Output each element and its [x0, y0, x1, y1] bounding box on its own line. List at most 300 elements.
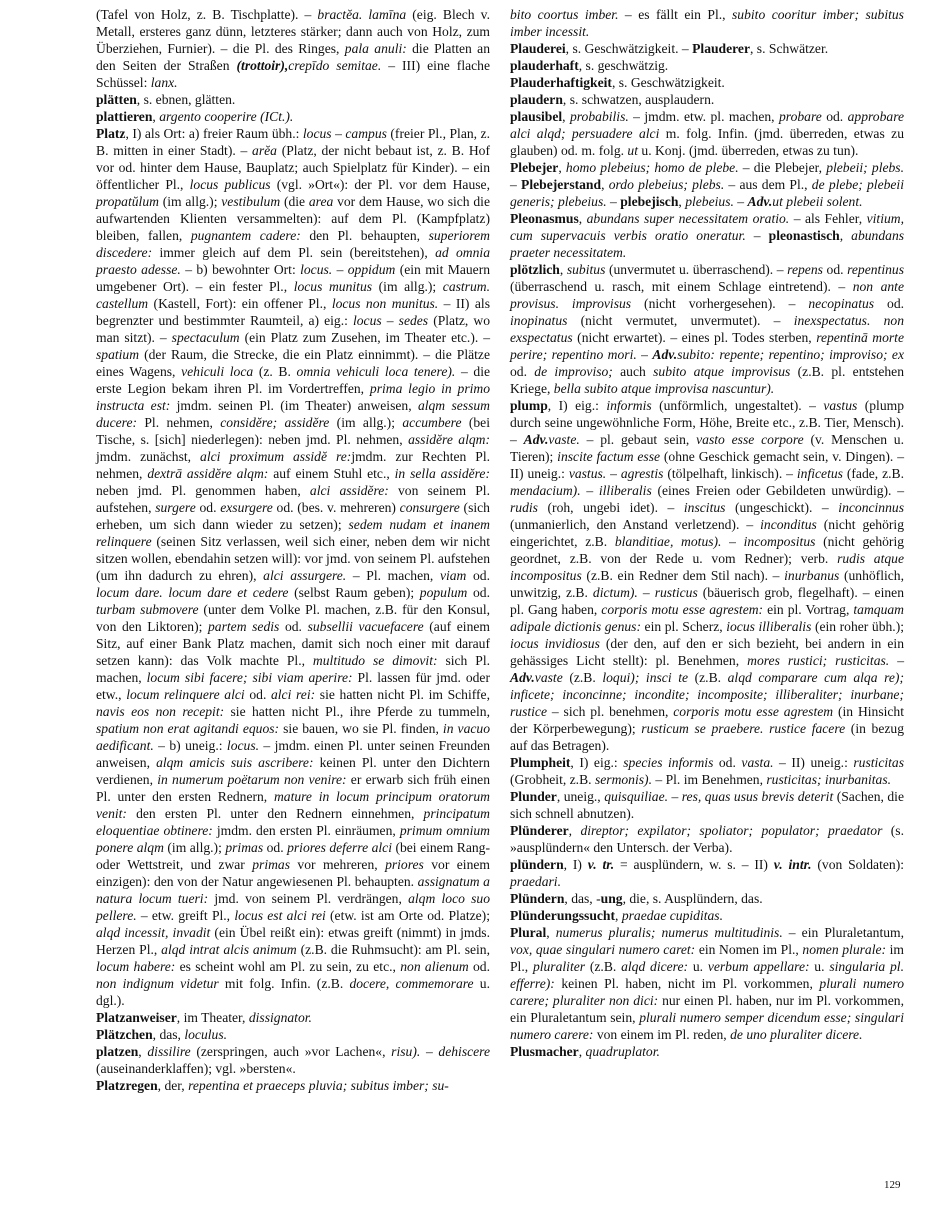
entry-text: (unter dem Volke Pl. machen, z.B. für den Konsul, von den Liktoren);: [96, 602, 490, 634]
latin-text: primum omnium ponere alqm: [96, 823, 490, 855]
latin-text: abundans praeter necessitatem.: [510, 228, 905, 260]
entry-text: (auseinanderklaffen); vgl. »bersten«.: [96, 1061, 296, 1076]
entry-text: ,: [152, 109, 160, 124]
latin-text: alci rei:: [270, 687, 316, 702]
headword: Plündern: [510, 891, 565, 906]
latin-text: non indignum videtur: [96, 976, 219, 991]
headword: ung: [600, 891, 623, 906]
entry-text: – III) eine flache Schüssel:: [96, 58, 490, 90]
latin-text: singularia pl. efferre):: [510, 959, 904, 991]
entry-text: (z.B.: [562, 670, 603, 685]
entry-text: (zerspringen, auch »vor Lachen«,: [190, 1044, 392, 1059]
entry-text: sich Pl. machen,: [96, 653, 490, 685]
entry-text: , die, s. Ausplündern, das.: [622, 891, 763, 906]
headword: platzen: [96, 1044, 139, 1059]
latin-text: rusticitas; inurbanitas.: [766, 772, 892, 787]
entry-text: u.: [688, 959, 708, 974]
entry-text: es scheint wohl am Pl. zu sein, zu etc.,: [175, 959, 401, 974]
entry-text: (Platz, der nicht bebaut ist, z. B. Hof vor od. hinter dem Hause, Bauplatz; auch Spielplatz für Kinder). – ein öffentlicher Pl.,: [96, 143, 490, 192]
entry-text: auf einem Stuhl etc.,: [268, 466, 395, 481]
entry-text: mit folg. Infin. (z.B.: [218, 976, 350, 991]
latin-text: ordo plebeius; plebs.: [608, 177, 725, 192]
entry-text: – b) uneig.:: [153, 738, 227, 753]
entry-text: im Pl.,: [510, 942, 905, 974]
entry-text: (z.B. ein Redner dem Stil nach). –: [581, 568, 785, 583]
dictionary-entry: [510, 890, 904, 907]
latin-text: inscitus: [683, 500, 726, 515]
entry-text: u.: [809, 959, 830, 974]
latin-text: rusticus: [654, 585, 698, 600]
latin-text: de uno pluraliter dicere.: [730, 1027, 863, 1042]
headword: Pleonasmus: [510, 211, 579, 226]
entry-text: (z.B. die Ruhmsucht): am Pl. sein,: [296, 942, 490, 957]
latin-text: direptor; expilator; spoliator; populator; praedator: [580, 823, 883, 838]
latin-text: praedae cupiditas.: [621, 908, 723, 923]
entry-text: (z.B.: [585, 959, 622, 974]
latin-text: vitium, cum supervacuis verbis oratio oneratur.: [510, 211, 904, 243]
dictionary-entry: [96, 1077, 490, 1094]
latin-text: considĕre; assidĕre: [220, 415, 330, 430]
latin-text: homo plebeius; homo de plebe.: [565, 160, 739, 175]
latin-text: partem sedis: [208, 619, 280, 634]
latin-text: inexspectatus. non exspectatus: [510, 313, 905, 345]
headword: plaudern: [510, 92, 563, 107]
latin-text: pluraliter: [532, 959, 586, 974]
latin-text: Adv.: [510, 670, 535, 685]
dictionary-entry: [510, 1043, 904, 1060]
latin-text: ad omnia praesto adesse.: [96, 245, 490, 277]
entry-text: (ein mit Mauern umgebener Ort). – ein fester Pl.,: [96, 262, 491, 294]
latin-text: locus est alci rei: [234, 908, 326, 923]
dictionary-entry: [510, 788, 904, 822]
latin-text: locus.: [226, 738, 260, 753]
entry-text: od.: [195, 500, 221, 515]
entry-text: die Platten an den Seiten der Straßen: [96, 41, 490, 73]
entry-text: (seinen Sitz verlassen, weil sich einer, neben dem wir nicht sitzen wollen, ebendahin setzen will): vor jmd. von seinem Pl. aufstehen (um ihn dadurch zu ehren),: [96, 534, 490, 583]
latin-text: informis: [606, 398, 652, 413]
dictionary-entry: [510, 159, 904, 210]
latin-text: alqd incessit, invadit: [96, 925, 211, 940]
entry-text: (ungeschickt). –: [725, 500, 839, 515]
latin-text: iocus invidiosus: [510, 636, 600, 651]
latin-text: probabilis.: [569, 109, 629, 124]
headword: Plauderhaftigkeit: [510, 75, 612, 90]
dictionary-entry: [510, 74, 904, 91]
latin-text: spectaculum: [171, 330, 240, 345]
dictionary-entry: [96, 1026, 490, 1043]
entry-text: , I) eig.:: [570, 755, 624, 770]
latin-text: multitudo se dimovit:: [312, 653, 438, 668]
entry-text: – sich pl. benehmen,: [547, 704, 674, 719]
latin-text: vastus: [823, 398, 858, 413]
entry-text: – ein Pluraletantum,: [782, 925, 904, 940]
latin-text: corporis motu esse agrestem:: [601, 602, 764, 617]
entry-text: (im allg.);: [158, 194, 222, 209]
latin-text: verbum appellare:: [707, 959, 810, 974]
entry-text: keinen Pl. haben, nicht im Pl. vorkommen,: [554, 976, 820, 991]
entry-text: –: [606, 194, 621, 209]
entry-text: od.: [468, 959, 490, 974]
dictionary-entry: [510, 91, 904, 108]
latin-text: exsurgere: [220, 500, 273, 515]
entry-text: (der den, auf den er sich bezieht, bei andern in ein gehässiges Licht stellt): pl. Benehmen,: [510, 636, 904, 668]
entry-text: jmdm. seinen Pl. (im Theater) anweisen,: [170, 398, 418, 413]
latin-text: omnia vehiculi loca tenere).: [296, 364, 456, 379]
headword: Plunder: [510, 789, 557, 804]
entry-text: –: [381, 313, 399, 328]
latin-text: bito coortus imber.: [510, 7, 619, 22]
entry-text: = ausplündern, w. s. – II): [614, 857, 774, 872]
entry-text: (plump durch seine ungewöhnliche Form, Höhe, Breite etc., z.B. Tier, Mensch). –: [510, 398, 904, 447]
latin-text: Adv.: [652, 347, 678, 362]
latin-text: dissignator.: [248, 1010, 312, 1025]
dictionary-entry: [510, 40, 904, 57]
latin-text: vasto esse corpore: [696, 432, 804, 447]
headword: pleonastisch: [768, 228, 840, 243]
latin-text: necopinatus: [808, 296, 875, 311]
entry-text: (nicht erwartet). – eines pl. Todes sterben,: [572, 330, 817, 345]
entry-text: (Sachen, die sich schnell abnutzen).: [510, 789, 904, 821]
latin-text: vaste.: [548, 432, 580, 447]
latin-text: corporis motu esse agrestem: [673, 704, 834, 719]
latin-text: alqm loco suo pellere.: [96, 891, 490, 923]
entry-text: immer gleich auf dem Pl. sein (bereitstehen),: [152, 245, 436, 260]
entry-text: m. folg. Infin. (jmd. überreden, etwas zu glauben) od. m. folg.: [510, 126, 904, 158]
entry-text: (Platz, wo man sitzt). –: [96, 313, 490, 345]
latin-text: inscite factum esse: [557, 449, 661, 464]
entry-text: (selbst Raum geben);: [288, 585, 420, 600]
latin-text: quisquiliae. – res, quas usus brevis deterit: [604, 789, 834, 804]
latin-text: inopinatus: [510, 313, 568, 328]
latin-text: dehiscere: [438, 1044, 491, 1059]
latin-text: locum habere:: [96, 959, 176, 974]
entry-text: –: [580, 483, 599, 498]
entry-text: (unhöflich, unwitzig, z.B.: [510, 568, 904, 600]
entry-text: , uneig.,: [556, 789, 605, 804]
entry-text: – die erste Legion bekam ihren Pl. im Vordertreffen,: [96, 364, 491, 396]
entry-text: nur einen Pl. haben, nur im Pl. vorkommen, ein Pluraletantum sein,: [510, 993, 904, 1025]
latin-text: locus. – oppidum: [300, 262, 396, 277]
entry-text: jmdm. zunächst,: [96, 449, 201, 464]
entry-text: ,: [558, 160, 566, 175]
entry-text: –: [510, 177, 522, 192]
headword: Plumpheit: [510, 755, 571, 770]
latin-text: locus: [352, 313, 382, 328]
latin-text: populum: [419, 585, 468, 600]
entry-text: keinen Pl. unter den Dichtern verdienen,: [96, 755, 490, 787]
entry-text: – es fällt ein Pl.,: [618, 7, 733, 22]
entry-text: –: [889, 653, 904, 668]
entry-text: –: [637, 585, 655, 600]
dictionary-entry: [96, 108, 490, 125]
entry-text: , der,: [157, 1078, 189, 1093]
headword: plündern: [510, 857, 564, 872]
entry-text: ,: [562, 109, 570, 124]
entry-text: (eig. Blech v. Metall, ersteres ganz dünn, letzteres stärker; dann auch von Holz, zum Überziehen, Furnier). – die Pl. des Ringes,: [96, 7, 490, 56]
latin-text: alci assurgere.: [263, 568, 347, 583]
latin-text: lanx.: [150, 75, 178, 90]
entry-text: (etw. ist am Orte od. Platze);: [325, 908, 490, 923]
entry-text: –: [420, 1044, 439, 1059]
entry-text: Pl. lassen für jmd. oder etw.,: [96, 670, 490, 702]
dictionary-entry: [510, 754, 904, 788]
entry-text: (unmanierlich, den Anstand verletzend). –: [510, 517, 761, 532]
entry-text: od. (bes. v. mehreren): [272, 500, 400, 515]
latin-text: ut: [627, 143, 638, 158]
entry-text: od.: [466, 568, 490, 583]
latin-text: area: [308, 194, 334, 209]
entry-text: – Pl. im Benehmen,: [651, 772, 767, 787]
latin-text: spatium non erat agitandi equos:: [96, 721, 280, 736]
entry-text: (die: [280, 194, 309, 209]
latin-text: turbam submovere: [96, 602, 199, 617]
dictionary-entry: [96, 125, 490, 1009]
latin-text: inconcinnus: [838, 500, 904, 515]
entry-text: od.: [874, 296, 905, 311]
entry-text: sie hatten nicht Pl. im Schiffe,: [315, 687, 490, 702]
latin-text: crepīdo semitae.: [288, 58, 382, 73]
latin-text: de improviso;: [534, 364, 613, 379]
entry-text: ,: [615, 908, 622, 923]
entry-text: den ersten Pl. unter den Rednern einnehmen,: [126, 806, 424, 821]
entry-text: ,: [568, 823, 581, 838]
page-number: 129: [884, 1179, 901, 1191]
entry-text: (nicht gehörig geordnet, z.B. von der Rede u. vom Redner); verb.: [510, 534, 905, 566]
latin-text: v. tr.: [587, 857, 615, 872]
entry-text: (z.B.: [688, 670, 728, 685]
entry-text: – Pl. machen,: [346, 568, 440, 583]
dictionary-entry: [96, 6, 490, 91]
entry-text: –: [636, 347, 653, 362]
entry-text: – b) bewohnter Ort:: [180, 262, 301, 277]
latin-text: in vacuo aedificant.: [96, 721, 490, 753]
latin-text: inficetus: [796, 466, 843, 481]
latin-text: plurali numero semper dicendum esse; singulari numero carere:: [510, 1010, 905, 1042]
entry-text: (unvermutet u. überraschend). –: [605, 262, 788, 277]
entry-text: (unförmlich, ungestaltet). –: [651, 398, 824, 413]
latin-text: subsellii vacuefacere: [307, 619, 424, 634]
latin-text: repentina et praeceps pluvia; subitus imber; su-: [188, 1078, 449, 1093]
dictionary-entry: [510, 108, 904, 159]
dictionary-entry: [96, 91, 490, 108]
dictionary-entry: [96, 1009, 490, 1026]
latin-text: principatum eloquentiae obtinere:: [96, 806, 490, 838]
entry-text: u. Konj. (jmd. überreden, etwas zu tun).: [638, 143, 859, 158]
latin-text: superiorem discedere:: [96, 228, 490, 260]
latin-text: sedes: [398, 313, 429, 328]
latin-text: alqm sessum ducere:: [96, 398, 490, 430]
latin-text: in numerum poëtarum non venire:: [157, 772, 347, 787]
latin-text: quadruplator.: [585, 1044, 660, 1059]
latin-text: locus publicus: [189, 177, 271, 192]
entry-text: neben jmd. Pl. genommen haben,: [96, 483, 310, 498]
entry-text: (Grobheit, z.B.: [510, 772, 595, 787]
latin-text: alci proximum assidĕ re:: [200, 449, 352, 464]
entry-text: (Tafel von Holz, z. B. Tischplatte). –: [96, 7, 318, 22]
latin-text: bella subito atque improvisa nascuntur).: [553, 381, 775, 396]
latin-text: species informis: [623, 755, 714, 770]
latin-text: vehiculi loca: [181, 364, 254, 379]
latin-text: nomen plurale:: [802, 942, 887, 957]
headword: Plusmacher: [510, 1044, 579, 1059]
entry-text: (überraschend u. rasch, mit einem Schlage eintretend). –: [510, 279, 853, 294]
dictionary-entry: [510, 57, 904, 74]
headword: plausibel: [510, 109, 563, 124]
entry-text: , s. Geschwätzigkeit.: [611, 75, 725, 90]
entry-text: vor einem einzigen): den von der Natur angewiesenen Pl. behaupten.: [96, 857, 490, 889]
entry-text: od.: [244, 687, 271, 702]
latin-text: viam: [439, 568, 467, 583]
latin-text: numerus pluralis; numerus multitudinis.: [555, 925, 783, 940]
entry-text: ein Nomen im Pl.,: [695, 942, 803, 957]
entry-text: (bei einem Rang- oder Wettstreit, und zwar: [96, 840, 490, 872]
entry-text: – als Fehler,: [789, 211, 867, 226]
entry-text: u. dgl.).: [96, 976, 490, 1008]
entry-text: (im allg.);: [163, 840, 226, 855]
latin-text: accumbere: [402, 415, 462, 430]
entry-text: (ein Platz zum Zusehen, im Theater etc.). –: [239, 330, 490, 345]
entry-text: ein pl. Vortrag,: [763, 602, 854, 617]
latin-text: castrum. castellum: [96, 279, 490, 311]
latin-text: pala anuli:: [344, 41, 407, 56]
latin-text: inurbanus: [784, 568, 840, 583]
latin-text: vaste: [534, 670, 563, 685]
headword: Plünderungssucht: [510, 908, 616, 923]
headword: Plural: [510, 925, 547, 940]
latin-text: primas: [225, 840, 264, 855]
entry-text: , das,: [152, 1027, 185, 1042]
headword: Plebejer: [510, 160, 559, 175]
latin-text: dictum).: [592, 585, 638, 600]
entry-text: –: [733, 194, 748, 209]
latin-text: probare: [778, 109, 822, 124]
latin-text: praedari.: [510, 874, 561, 889]
entry-text: (der Raum, die Strecke, die ein Platz einnimmt). – die Plätze eines Wagens,: [96, 347, 490, 379]
entry-text: (im allg.);: [372, 279, 443, 294]
headword: Plätzchen: [96, 1027, 153, 1042]
latin-text: locus – campus: [302, 126, 387, 141]
latin-text: dissilire: [147, 1044, 191, 1059]
entry-text: , das, -: [564, 891, 601, 906]
entry-text: (tölpelhaft, linkisch). –: [663, 466, 797, 481]
latin-text: alqd dicere:: [621, 959, 689, 974]
latin-text: blanditiae, motus).: [614, 534, 722, 549]
latin-text: navis eos non recepit:: [96, 704, 225, 719]
dictionary-entry: [510, 261, 904, 397]
latin-text: docere, commemorare: [349, 976, 474, 991]
dictionary-entry: [510, 907, 904, 924]
entry-text: (vgl. »Ort«): der Pl. vor dem Hause,: [270, 177, 490, 192]
entry-text: , I) als Ort: a) freier Raum übh.:: [125, 126, 303, 141]
latin-text: prima legio in primo instructa est:: [96, 381, 490, 413]
entry-text: (roh, ungebi idet). –: [537, 500, 684, 515]
entry-text: – pl. gebaut sein,: [579, 432, 697, 447]
latin-text: locum dare. locum dare et cedere: [96, 585, 289, 600]
headword: Plauderei: [510, 41, 566, 56]
latin-text: Adv.: [523, 432, 549, 447]
latin-text: pugnantem cadere:: [190, 228, 301, 243]
latin-text: subito cooritur imber; subitus imber incessit.: [510, 7, 904, 39]
latin-text: rudis atque incompositus: [510, 551, 904, 583]
entry-text: – II) als begrenzter und bestimmter Raumteil, a) eig.:: [96, 296, 490, 328]
entry-text: (nicht gehörig eingerichtet, z.B.: [510, 517, 905, 549]
entry-text: auch: [612, 364, 654, 379]
entry-text: (Kastell, Fort): ein offener Pl.,: [148, 296, 332, 311]
entry-text: jmd. von seinem Pl. verdrängen,: [208, 891, 409, 906]
latin-text: bractĕa. lamīna: [317, 7, 407, 22]
headword: plätten: [96, 92, 137, 107]
headword: Plünderer: [510, 823, 569, 838]
entry-text: , s. geschwätzig.: [578, 58, 669, 73]
entry-text: ,: [578, 1044, 586, 1059]
entry-text: – jmdm. einen Pl. unter seinen Freunden anweisen,: [96, 738, 490, 770]
entry-text: , s. Schwätzer.: [750, 41, 829, 56]
entry-text: od.: [467, 585, 491, 600]
entry-text: – aus dem Pl.,: [724, 177, 812, 192]
entry-text: (in Hinsicht der Körperbewegung);: [510, 704, 905, 736]
latin-text: primas: [252, 857, 291, 872]
entry-text: od.: [822, 262, 848, 277]
latin-text: inconditus: [760, 517, 817, 532]
latin-text: sermonis).: [594, 772, 652, 787]
right-column: [510, 6, 904, 1060]
entry-text: (sich erheben, um sich dann wieder zu setzen);: [96, 500, 490, 532]
headword: plauderhaft: [510, 58, 579, 73]
latin-text: vestibulum: [221, 194, 281, 209]
dictionary-entry: [510, 822, 904, 856]
left-column: [96, 6, 490, 1094]
latin-text: plurali numero carere; pluraliter non dici:: [510, 976, 904, 1008]
entry-text: (nicht vorhergesehen). –: [631, 296, 809, 311]
entry-text: von seinem Pl. aufstehen,: [96, 483, 490, 515]
entry-text: (fade, z.B.: [842, 466, 904, 481]
latin-text: ut plebeii solent.: [772, 194, 863, 209]
latin-text: propatŭlum: [96, 194, 159, 209]
latin-text: repens: [787, 262, 823, 277]
latin-text: Adv.: [747, 194, 773, 209]
latin-text: repentinā morte perire; repentino mori.: [510, 330, 904, 362]
entry-text: ,: [138, 1044, 148, 1059]
entry-text: sie bauen, wo sie Pl. finden,: [279, 721, 443, 736]
latin-text: vastus. – agrestis: [568, 466, 664, 481]
entry-text: –: [721, 534, 744, 549]
entry-text: , s. Geschwätzigkeit. –: [565, 41, 693, 56]
entry-text: ,: [678, 194, 686, 209]
latin-text: locum relinquere alci: [126, 687, 245, 702]
entry-text: od.: [263, 840, 288, 855]
latin-text: (trottoir),: [236, 58, 289, 73]
latin-text: alqd intrat alcis animum: [161, 942, 297, 957]
headword: Plauderer: [692, 41, 750, 56]
entry-text: (in bezug auf das Betragen).: [510, 721, 904, 753]
entry-text: , s. schwatzen, ausplaudern.: [562, 92, 715, 107]
dictionary-entry: [510, 397, 904, 754]
entry-text: er erwarb sich früh einen Pl. unter den ersten Rednern,: [96, 772, 491, 804]
entry-text: , s. ebnen, glätten.: [136, 92, 236, 107]
entry-text: (eines Freien oder Gebildeten unwürdig). –: [651, 483, 904, 498]
latin-text: non alienum: [400, 959, 469, 974]
latin-text: plebeii; plebs.: [826, 160, 904, 175]
entry-text: od.: [713, 755, 742, 770]
latin-text: repentinus: [847, 262, 904, 277]
latin-text: dextrā assidĕre alqm:: [147, 466, 269, 481]
entry-text: ,: [578, 211, 587, 226]
latin-text: incompositus: [743, 534, 816, 549]
entry-text: den Pl. behaupten,: [300, 228, 429, 243]
headword: plebejisch: [620, 194, 679, 209]
latin-text: alqm amicis suis ascribere:: [156, 755, 314, 770]
entry-text: – II) uneig.:: [773, 755, 854, 770]
